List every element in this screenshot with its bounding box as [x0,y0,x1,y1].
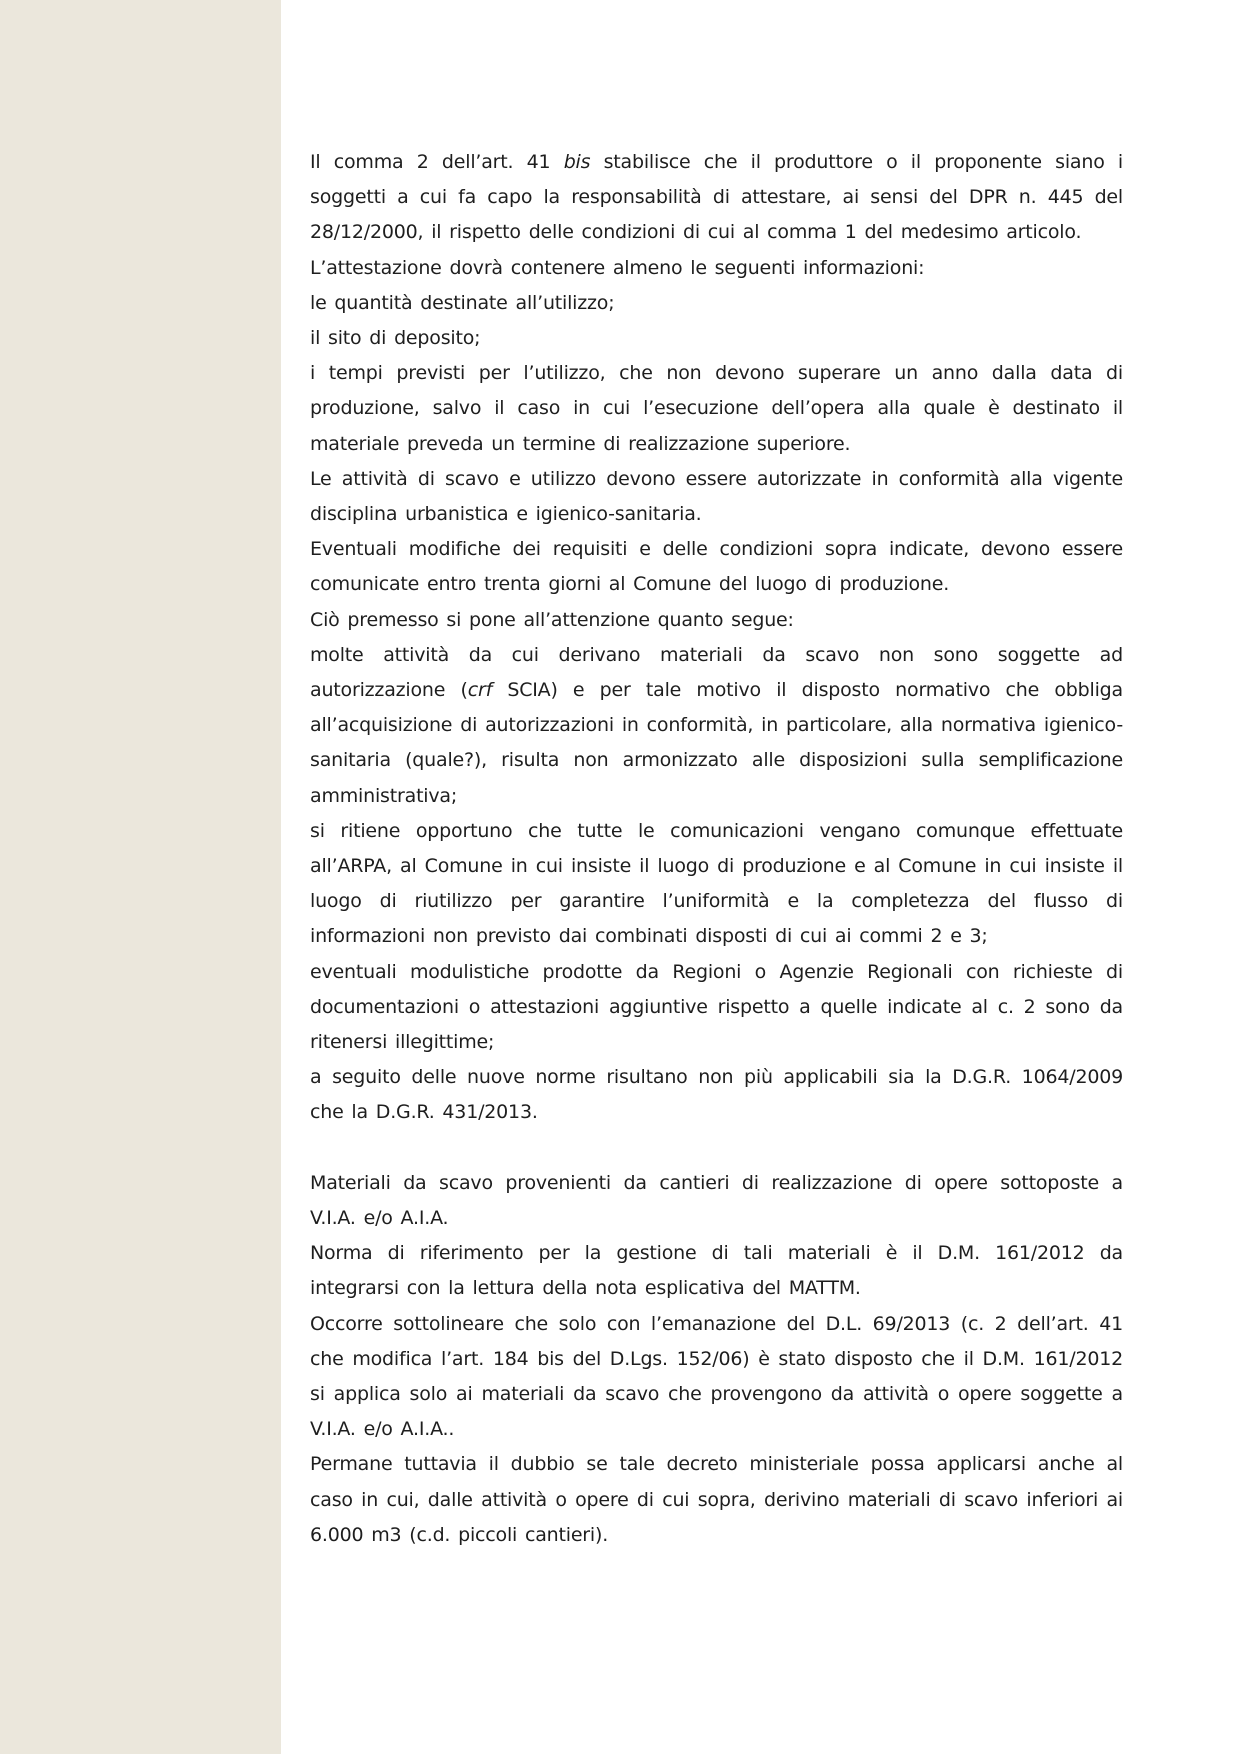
paragraph-molte-attivita: molte attività da cui derivano materiali da scavo non sono soggette ad autorizzazione (crf SCIA) e per tale motivo il disposto normativo che obbliga all’acquisizione di autorizzazioni in conformità, in particolare, alla normativa igienico-sanitaria (quale?), risulta non armonizzato alle disposizioni sulla semplificazione amministrativa; [310,643,1123,807]
document-body [310,145,1123,1553]
paragraph-sito-deposito: il sito di deposito; [310,327,481,350]
paragraph-spacer [310,1131,1123,1166]
paragraph-quantita: le quantità destinate all’utilizzo; [310,291,615,314]
paragraph-tempi-previsti: i tempi previsti per l’utilizzo, che non devono superare un anno dalla data di produzione, salvo il caso in cui l’esecuzione dell’opera alla quale è destinato il materiale preveda un termine di realizzazione superiore. [310,362,1123,455]
paragraph-comma-2: Il comma 2 dell’art. 41 bis stabilisce che il produttore o il proponente siano i soggetti a cui fa capo la responsabilità di attestare, ai sensi del DPR n. 445 del 28/12/2000, il rispetto delle condizioni di cui al comma 1 del medesimo articolo. [310,151,1123,244]
paragraph-attivita-scavo: Le attività di scavo e utilizzo devono essere autorizzate in conformità alla vigente disciplina urbanistica e igienico-sanitaria. [310,467,1123,526]
paragraph-norma-riferimento: Norma di riferimento per la gestione di tali materiali è il D.M. 161/2012 da integrarsi con la lettura della nota esplicativa del MATTM. [310,1242,1123,1300]
page-sidebar-band [0,0,281,1754]
paragraph-premesso: Ciò premesso si pone all’attenzione quanto segue: [310,608,794,631]
paragraph-dgr: a seguito delle nuove norme risultano non più applicabili sia la D.G.R. 1064/2009 che la D.G.R. 431/2013. [310,1066,1123,1124]
paragraph-attestazione: L’attestazione dovrà contenere almeno le seguenti informazioni: [310,256,925,279]
paragraph-sottolineare: Occorre sottolineare che solo con l’emanazione del D.L. 69/2013 (c. 2 dell’art. 41 che modifica l’art. 184 bis del D.Lgs. 152/06) è stato disposto che il D.M. 161/2012 si applica solo ai materiali da scavo che provengono da attività o opere soggette a V.I.A. e/o A.I.A.. [310,1312,1123,1441]
paragraph-comunicazioni: si ritiene opportuno che tutte le comunicazioni vengano comunque effettuate all’ARPA, al Comune in cui insiste il luogo di produzione e al Comune in cui insiste il luogo di riutilizzo per garantire l’uniformità e la completezza del flusso di informazioni non previsto dai combinati disposti di cui ai commi 2 e 3; [310,819,1123,948]
paragraph-dubbio: Permane tuttavia il dubbio se tale decreto ministeriale possa applicarsi anche al caso in cui, dalle attività o opere di cui sopra, derivino materiali di scavo inferiori ai 6.000 m3 (c.d. piccoli cantieri). [310,1453,1123,1546]
paragraph-eventuali-modifiche: Eventuali modifiche dei requisiti e delle condizioni sopra indicate, devono essere comunicate entro trenta giorni al Comune del luogo di produzione. [310,538,1123,596]
paragraph-modulistiche: eventuali modulistiche prodotte da Regioni o Agenzie Regionali con richieste di documentazioni o attestazioni aggiuntive rispetto a quelle indicate al c. 2 sono da ritenersi illegittime; [310,960,1123,1054]
paragraph-materiali-via-aia: Materiali da scavo provenienti da cantieri di realizzazione di opere sottoposte a V.I.A. e/o A.I.A. [310,1171,1123,1229]
